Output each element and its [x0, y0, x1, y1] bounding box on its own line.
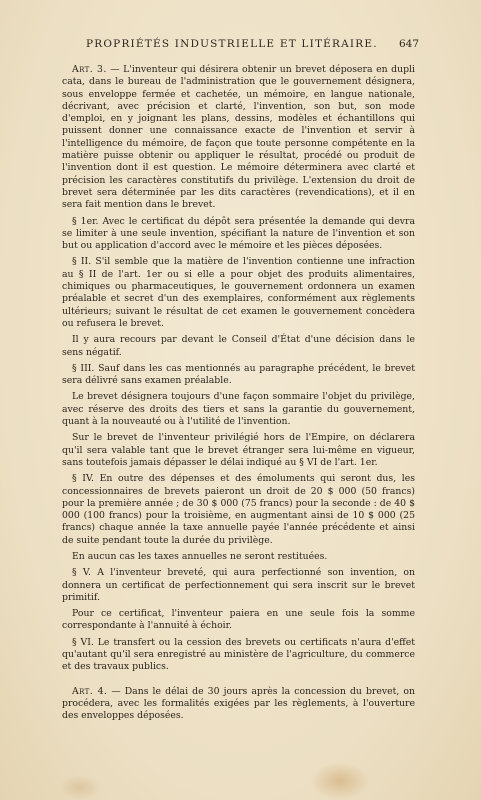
- section-5-paragraph: [62, 567, 415, 604]
- paragraph-text: § IV. En outre des dépenses et des émoluments qui seront dus, les concessionnaires de brevets paieront un droit de 20 $ 000 (50 francs) pour la première année ; de 30 $ 000 (75 francs) pour la seconde : de 40 $ 000 (100 francs) pour la troisième, en augmentant ainsi de 10 $ 000 (25 francs) chaque année la taxe annuelle payée l'année précédente et ainsi de suite pendant toute la durée du privilège.: [62, 473, 415, 546]
- paper-stain: [310, 762, 370, 800]
- paragraph-text: § 1er. Avec le certificat du dépôt sera présentée la demande qui devra se limiter à une seule invention, spécifiant la nature de l'invention et son but ou application d'accord avec le mémoire et les pièces déposées.: [62, 215, 415, 252]
- body-text: [62, 64, 415, 727]
- paragraph-text: § III. Sauf dans les cas mentionnés au paragraphe précédent, le brevet sera délivré sans examen préalable.: [62, 362, 415, 387]
- section-2-paragraph: [62, 256, 415, 330]
- running-title: PROPRIÉTÉS INDUSTRIELLE ET LITÉRAIRE.: [86, 38, 378, 50]
- paragraph-text: Sur le brevet de l'inventeur privilégié hors de l'Empire, on déclarera qu'il sera valable tant que le brevet étranger sera lui-même en vigueur, sans toutefois jamais dépasser le délai indiqué au § VI de l'art. 1er.: [62, 432, 415, 468]
- paragraph-text: Le brevet désignera toujours d'une façon sommaire l'objet du privilège, avec réserve des droits des tiers et sans la garantie du gouvernement, quant à la nouveauté ou à l'utilité de l'invention.: [62, 391, 415, 428]
- section-6-paragraph: [62, 637, 415, 674]
- section-3-paragraph: [62, 363, 415, 388]
- recourse-paragraph: [62, 334, 415, 359]
- certificate-fee-paragraph: [62, 608, 415, 633]
- paragraph-text: Pour ce certificat, l'inventeur paiera en une seule fois la somme correspondante à l'annuité à échoir.: [62, 608, 415, 632]
- page-number: 647: [398, 38, 419, 50]
- paragraph-text: § VI. Le transfert ou la cession des brevets ou certificats n'aura d'effet qu'autant qu'il sera enregistré au ministère de l'agriculture, du commerce et des travaux publics.: [62, 636, 415, 673]
- article-4-paragraph: [62, 686, 415, 723]
- paragraph-text: En aucun cas les taxes annuelles ne seront restituées.: [72, 550, 328, 562]
- paragraph-text: — Dans le délai de 30 jours après la concession du brevet, on procédera, avec les formalités exigées par les règlements, à l'ouverture des enveloppes déposées.: [62, 685, 415, 722]
- paragraph-text: § V. A l'inventeur breveté, qui aura perfectionné son invention, on donnera un certificat de perfectionnement qui sera inscrit sur le brevet primitif.: [62, 567, 415, 603]
- paragraph-text: § II. S'il semble que la matière de l'invention contienne une infraction au § II de l'art. 1er ou si elle a pour objet des produits alimentaires, chimiques ou pharmaceutiques, le gouvernement ordonnera un examen préalable et secret d'un des exemplaires, conformément aux règlements ultérieurs; suivant le résultat de cet examen le gouvernement concèdera ou refusera le brevet.: [62, 256, 415, 329]
- section-4-paragraph: [62, 473, 415, 547]
- no-refund-paragraph: [62, 551, 415, 563]
- brevet-designation-paragraph: [62, 391, 415, 428]
- article-label: Art. 3.: [72, 64, 107, 75]
- foreign-inventor-paragraph: [62, 432, 415, 469]
- article-3-paragraph: [62, 64, 415, 212]
- paper-stain: [60, 775, 100, 800]
- paragraph-text: — L'inventeur qui désirera obtenir un brevet déposera en dupli cata, dans le bureau de l'administration que le gouvernement désignera, sous enveloppe fermée et cachetée, un mémoire, en langue nationale, décrivant, avec précision et clarté, l'invention, son but, son mode d'emploi, en y joignant les plans, dessins, modèles et échantillons qui puissent donner une connaissance exacte de l'invention et servir à l'intelligence du mémoire, de façon que toute personne compétente en la matière puisse obtenir ou appliquer le résultat, procédé ou produit de l'invention dont il est question. Le mémoire déterminera avec clarté et précision les caractères constitutifs du privilège. L'extension du droit de brevet sera déterminée par les dits caractères (revendications), et il en sera fait mention dans le brevet.: [62, 64, 415, 211]
- article-label: Art. 4.: [72, 685, 108, 697]
- paragraph-text: Il y aura recours par devant le Conseil d'État d'une décision dans le sens négatif.: [62, 334, 415, 358]
- section-1-paragraph: [62, 216, 415, 253]
